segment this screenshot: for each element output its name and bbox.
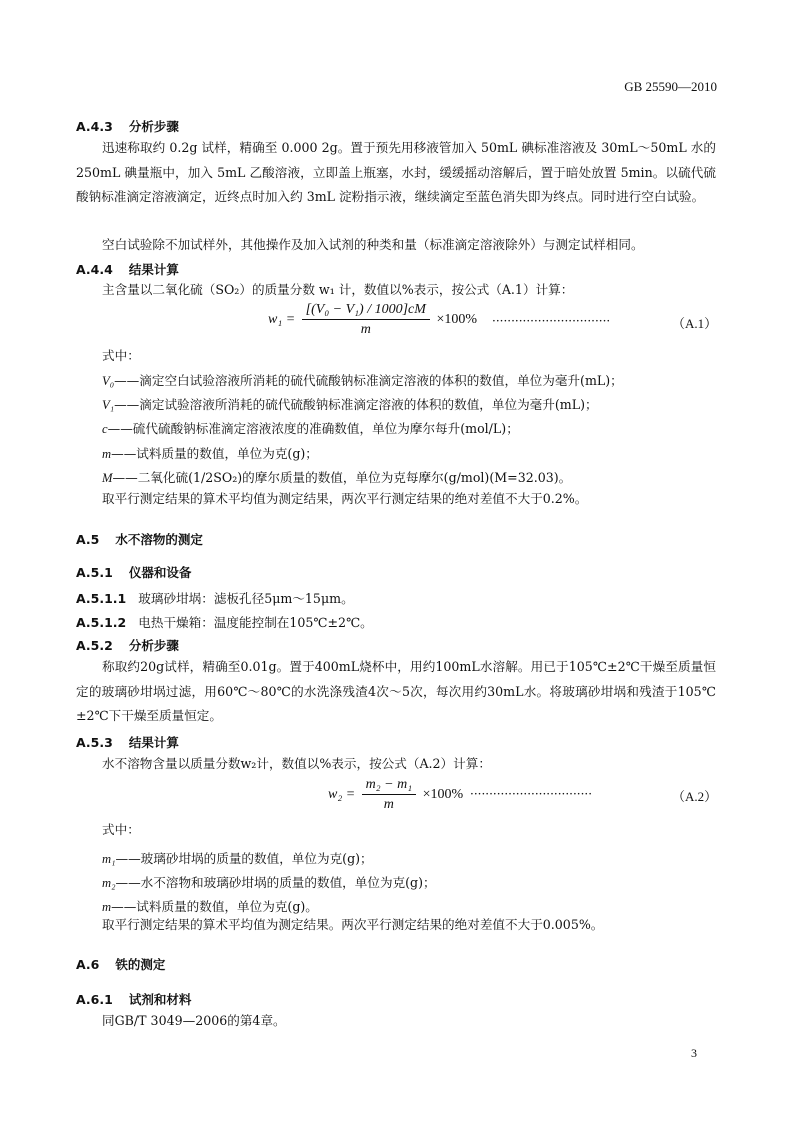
symbol: V₀ bbox=[102, 374, 115, 388]
formula-fraction bbox=[362, 777, 416, 813]
heading-title: 结果计算 bbox=[128, 735, 179, 750]
page-number: 3 bbox=[691, 1046, 697, 1060]
symbol: m₁ bbox=[102, 852, 116, 866]
item-text: 电热干燥箱：温度能控制在105℃±2℃。 bbox=[138, 615, 373, 630]
heading-number: A.6 bbox=[76, 957, 100, 972]
paragraph-a44-intro: 主含量以二氧化硫（SO₂）的质量分数 w₁ 计，数值以%表示，按公式（A.1）计算： bbox=[102, 282, 574, 297]
formula-fraction bbox=[302, 302, 430, 338]
where-label: 式中： bbox=[102, 348, 140, 363]
heading-title: 水不溶物的测定 bbox=[115, 532, 203, 547]
formula-lhs: w₁ = bbox=[268, 312, 296, 328]
paragraph-a61: 同GB/T 3049—2006的第4章。 bbox=[102, 1013, 286, 1028]
item-a511 bbox=[76, 587, 354, 611]
heading-number: A.5.3 bbox=[76, 735, 113, 750]
definition-line: V₁——滴定试验溶液所消耗的硫代硫酸钠标准滴定溶液的体积的数值，单位为毫升(mL)； bbox=[102, 397, 598, 412]
formula-tail: ×100% bbox=[436, 312, 477, 328]
heading-a51 bbox=[76, 563, 191, 581]
definition-line: m₁——玻璃砂坩埚的质量的数值，单位为克(g)； bbox=[102, 851, 373, 866]
item-a512 bbox=[76, 611, 373, 635]
heading-number: A.4.3 bbox=[76, 119, 113, 134]
formula-leader-dots: ······························· bbox=[492, 314, 611, 328]
where-label: 式中： bbox=[102, 822, 140, 837]
standard-number: GB 25590—2010 bbox=[624, 79, 717, 94]
formula-numerator: m₂ − m₁ bbox=[362, 777, 416, 795]
formula-leader-dots: ································ bbox=[470, 787, 593, 801]
heading-a5 bbox=[76, 530, 203, 548]
paragraph-a52-procedure: 称取约20g试样，精确至0.01g。置于400mL烧杯中，用约100mL水溶解。用已于105℃±2℃干燥至质量恒定的玻璃砂坩埚过滤，用60℃～80℃的水洗涤残渣4次～5次，每次用约30mL水。将玻璃砂坩埚和残渣于105℃±2℃下干燥至质量恒定。 bbox=[76, 659, 716, 723]
paragraph-a43-procedure: 迅速称取约 0.2g 试样，精确至 0.000 2g。置于预先用移液管加入 50mL 碘标准溶液及 30mL～50mL 水的 250mL 碘量瓶中，加入 5mL 乙酸溶液，立即盖上瓶塞，水封，缓缓摇动溶解后，置于暗处放置 5min。以硫代硫酸钠标准滴定溶液滴定，近终点时加入约 3mL 淀粉指示液，继续滴定至蓝色消失即为终点。同时进行空白试验。 bbox=[76, 140, 716, 204]
heading-a6 bbox=[76, 955, 165, 973]
paragraph-a43-blank: 空白试验除不加试样外，其他操作及加入试剂的种类和量（标准滴定溶液除外）与测定试样相同。 bbox=[102, 237, 644, 252]
heading-a44 bbox=[76, 260, 179, 278]
definition-line: c——硫代硫酸钠标准滴定溶液浓度的准确数值，单位为摩尔每升(mol/L)； bbox=[102, 421, 519, 436]
formula-numerator: [(V₀ − V₁) / 1000]cM bbox=[302, 302, 430, 320]
definition-line: m——试料质量的数值，单位为克(g)。 bbox=[102, 899, 318, 914]
equation-number: （A.1） bbox=[672, 316, 718, 331]
heading-number: A.5 bbox=[76, 532, 100, 547]
symbol: m bbox=[102, 900, 112, 914]
formula-a2 bbox=[328, 777, 463, 813]
symbol: V₁ bbox=[102, 398, 115, 412]
heading-number: A.5.2 bbox=[76, 638, 113, 653]
heading-title: 分析步骤 bbox=[128, 638, 179, 653]
definition-line: m——试料质量的数值，单位为克(g)； bbox=[102, 446, 318, 461]
definition-line: m₂——水不溶物和玻璃砂坩埚的质量的数值，单位为克(g)； bbox=[102, 875, 436, 890]
symbol: m₂ bbox=[102, 876, 116, 890]
item-text: 玻璃砂坩埚：滤板孔径5μm～15μm。 bbox=[138, 591, 354, 606]
symbol: M bbox=[102, 471, 113, 485]
heading-number: A.6.1 bbox=[76, 992, 113, 1007]
formula-denominator: m bbox=[360, 322, 371, 337]
heading-number: A.5.1 bbox=[76, 565, 113, 580]
heading-a53 bbox=[76, 733, 179, 751]
heading-title: 结果计算 bbox=[128, 262, 179, 277]
heading-title: 铁的测定 bbox=[115, 957, 166, 972]
item-number: A.5.1.1 bbox=[76, 591, 127, 606]
formula-tail: ×100% bbox=[422, 787, 464, 803]
heading-number: A.4.4 bbox=[76, 262, 113, 277]
symbol: c bbox=[102, 422, 108, 436]
equation-number: （A.2） bbox=[672, 789, 718, 804]
paragraph-a53-conclusion: 取平行测定结果的算术平均值为测定结果。两次平行测定结果的绝对差值不大于0.005%。 bbox=[102, 917, 604, 932]
formula-denominator: m bbox=[383, 797, 394, 812]
heading-a52 bbox=[76, 636, 179, 654]
heading-title: 试剂和材料 bbox=[128, 992, 192, 1007]
definition-line: M——二氧化硫(1/2SO₂)的摩尔质量的数值，单位为克每摩尔(g/mol)(M=32.03)。 bbox=[102, 470, 572, 485]
symbol: m bbox=[102, 447, 112, 461]
heading-title: 仪器和设备 bbox=[128, 565, 192, 580]
definition-line: V₀——滴定空白试验溶液所消耗的硫代硫酸钠标准滴定溶液的体积的数值，单位为毫升(mL)； bbox=[102, 373, 623, 388]
heading-a43 bbox=[76, 117, 179, 135]
heading-a61 bbox=[76, 990, 191, 1008]
formula-a1 bbox=[268, 302, 477, 338]
paragraph-a44-conclusion: 取平行测定结果的算术平均值为测定结果，两次平行测定结果的绝对差值不大于0.2%。 bbox=[102, 491, 588, 506]
paragraph-a53-intro: 水不溶物含量以质量分数w₂计，数值以%表示，按公式（A.2）计算： bbox=[102, 756, 491, 771]
formula-lhs: w₂ = bbox=[328, 787, 356, 803]
item-number: A.5.1.2 bbox=[76, 615, 127, 630]
heading-title: 分析步骤 bbox=[128, 119, 179, 134]
